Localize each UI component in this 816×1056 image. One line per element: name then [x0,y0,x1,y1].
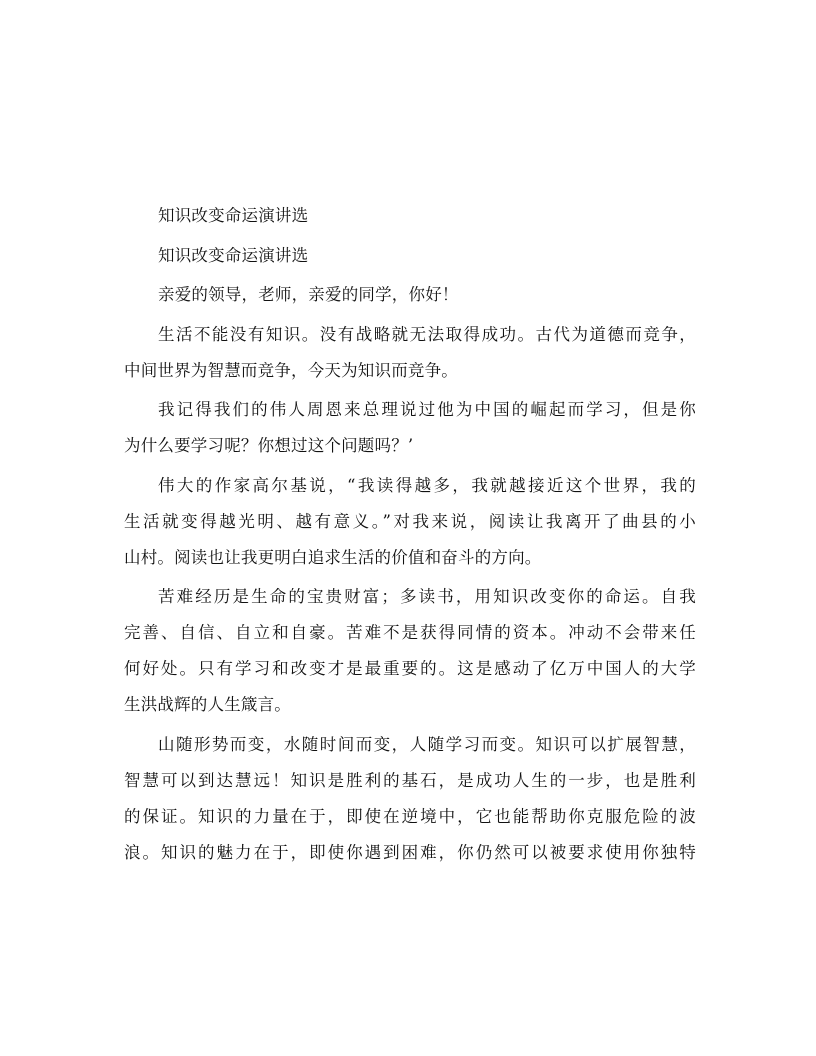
paragraph-line: 智慧可以到达慧远！知识是胜利的基石，是成功人生的一步，也是胜利 [124,770,696,790]
paragraph-3 [124,468,696,576]
greeting-line: 亲爱的领导，老师，亲爱的同学，你好！ [158,285,459,304]
paragraph-5 [124,727,696,871]
paragraph-line: 伟大的作家高尔基说，“我读得越多，我就越接近这个世界，我的 [158,475,696,495]
paragraph-line: 山随形势而变，水随时间而变，人随学习而变。知识可以扩展智慧， [158,734,696,754]
paragraph-line: 山村。阅读也让我更明白追求生活的价值和奋斗的方向。 [124,547,542,567]
paragraph-line: 生洪战辉的人生箴言。 [124,695,291,714]
paragraph-2 [124,392,696,464]
paragraph-1 [124,317,696,389]
paragraph-line: 的保证。知识的力量在于，即使在逆境中，它也能帮助你克服危险的波 [124,806,696,826]
paragraph-4 [124,579,696,723]
document-subtitle: 知识改变命运演讲选 [158,245,309,265]
paragraph-line: 我记得我们的伟人周恩来总理说过他为中国的崛起而学习，但是你 [158,400,696,419]
paragraph-line: 浪。知识的魅力在于，即使你遇到困难，你仍然可以被要求使用你独特 [124,842,696,862]
paragraph-line: 苦难经历是生命的宝贵财富；多读书，用知识改变你的命运。自我 [158,587,696,606]
document-page [124,198,696,871]
document-title: 知识改变命运演讲选 [158,206,309,225]
paragraph-line: 为什么要学习呢？你想过这个问题吗？’ [124,436,414,455]
paragraph-line: 生活不能没有知识。没有战略就无法取得成功。古代为道德而竞争， [158,324,696,344]
paragraph-line: 生活就变得越光明、越有意义。”对我来说，阅读让我离开了曲县的小 [124,511,696,531]
paragraph-line: 中间世界为智慧而竞争，今天为知识而竞争。 [124,360,458,380]
paragraph-line: 何好处。只有学习和改变才是最重要的。这是感动了亿万中国人的大学 [124,659,696,678]
paragraph-line: 完善、自信、自立和自豪。苦难不是获得同情的资本。冲动不会带来任 [124,623,696,642]
